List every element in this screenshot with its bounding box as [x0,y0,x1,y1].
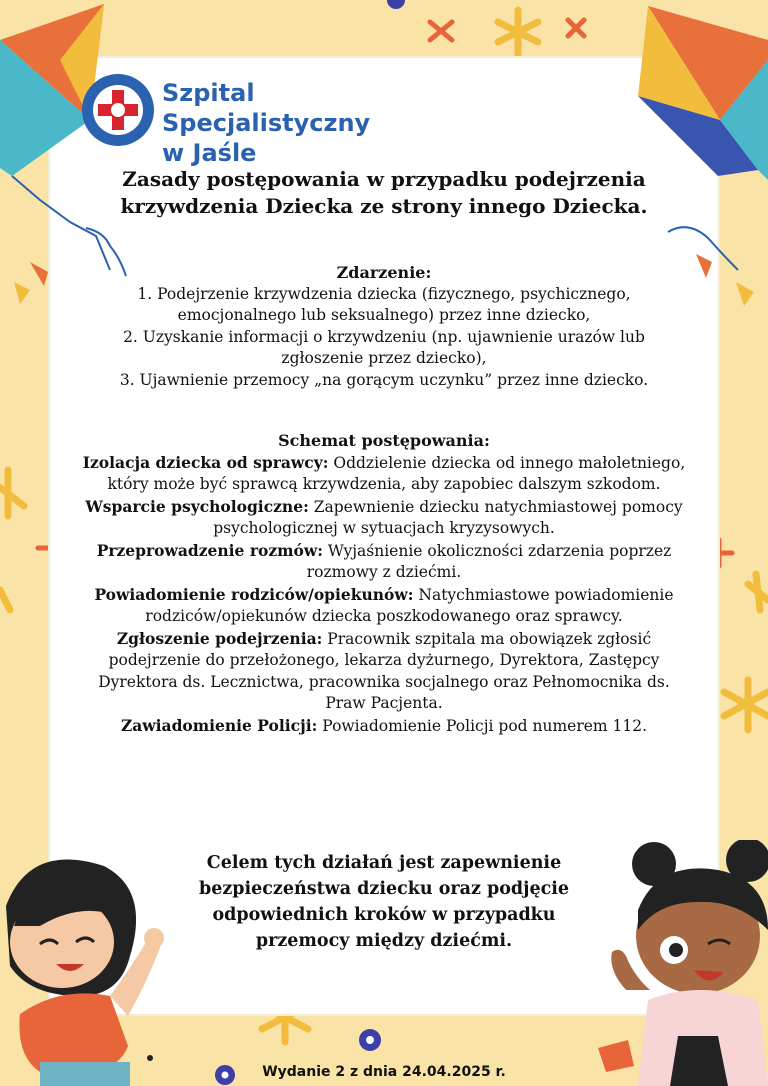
incident-line: 3. Ujawnienie przemocy „na gorącym uczynku” przez inne dziecko. [119,370,649,389]
title-line: krzywdzenia Dziecka ze strony innego Dziecka. [120,194,648,218]
procedure-item-label: Zawiadomienie Policji: [120,715,318,735]
procedure-item-text: Pracownik szpitala ma obowiązek zgłosić podejrzenie do przełożonego, lekarza dyżurnego, Dyrektora, Zastępcy Dyrektora ds. Lecznictwa, pracownika socjalnego oraz Pełnomocnika ds. Praw Pacjenta. [98,629,670,712]
procedure-item-text: Oddzielenie dziecka od innego małoletniego, który może być sprawcą krzywdzenia, aby zapobiec dalszym szkodom. [107,453,686,493]
procedure-section [80,430,688,737]
hospital-emblem-icon [80,72,156,148]
procedure-item-label: Wsparcie psychologiczne: [85,496,309,516]
incident-heading: Zdarzenie: [336,263,432,282]
incident-line: 1. Podejrzenie krzywdzenia dziecka (fizycznego, psychicznego, [137,284,631,303]
dot-icon [359,1029,381,1051]
conclusion-line: przemocy między dziećmi. [255,931,513,951]
cross-icon [568,20,584,36]
title-line: Zasady postępowania w przypadku podejrzenia [122,167,646,191]
incident-line: zgłoszenie przez dziecko), [281,349,487,367]
procedure-item-label: Powiadomienie rodziców/opiekunów: [94,584,414,604]
procedure-item [80,584,688,628]
incident-line: 2. Uzyskanie informacji o krzywdzeniu (np. ujawnienie urazów lub [123,327,645,346]
conclusion-line: bezpieczeństwa dziecku oraz podjęcie [198,879,570,899]
cross-icon [430,22,452,40]
boy-illustration [598,840,768,1086]
procedure-item [80,540,688,584]
procedure-item [80,715,688,738]
hospital-name-line1: Szpital Specjalistyczny [162,79,371,137]
procedure-heading: Schemat postępowania: [278,431,490,450]
girl-illustration [0,846,180,1086]
procedure-item-text: Wyjaśnienie okoliczności zdarzenia poprzez rozmowy z dziećmi. [306,541,672,581]
page-title [90,166,678,220]
star-icon [0,590,10,610]
star-icon [498,10,538,54]
conclusion-line: odpowiednich kroków w przypadku [212,905,556,925]
procedure-item [80,452,688,496]
dot-icon [387,0,405,9]
conclusion-line: Celem tych działań jest zapewnienie [206,853,562,873]
procedure-item [80,496,688,540]
hospital-name-line2: w Jaśle [162,139,257,167]
procedure-item-text: Powiadomienie Policji pod numerem 112. [322,716,648,735]
procedure-item-text: Natychmiastowe powiadomienie rodziców/opiekunów dziecka poszkodowanego oraz sprawcy. [145,585,674,625]
hospital-logo [80,72,440,167]
incident-line: emocjonalnego lub seksualnego) przez inne dziecko, [177,306,591,324]
incident-section [80,262,688,391]
procedure-item-label: Przeprowadzenie rozmów: [96,540,323,560]
edition-footer: Wydanie 2 z dnia 24.04.2025 r. [262,1064,506,1080]
star-icon [724,680,768,730]
procedure-item-label: Izolacja dziecka od sprawcy: [82,452,329,472]
star-icon [0,470,24,516]
conclusion [170,850,598,954]
procedure-item [80,628,688,715]
procedure-item-label: Zgłoszenie podejrzenia: [116,628,323,648]
star-icon [748,574,768,610]
procedure-item-text: Zapewnienie dziecku natychmiastowej pomocy psychologicznej w sytuacjach kryzysowych. [213,497,683,537]
